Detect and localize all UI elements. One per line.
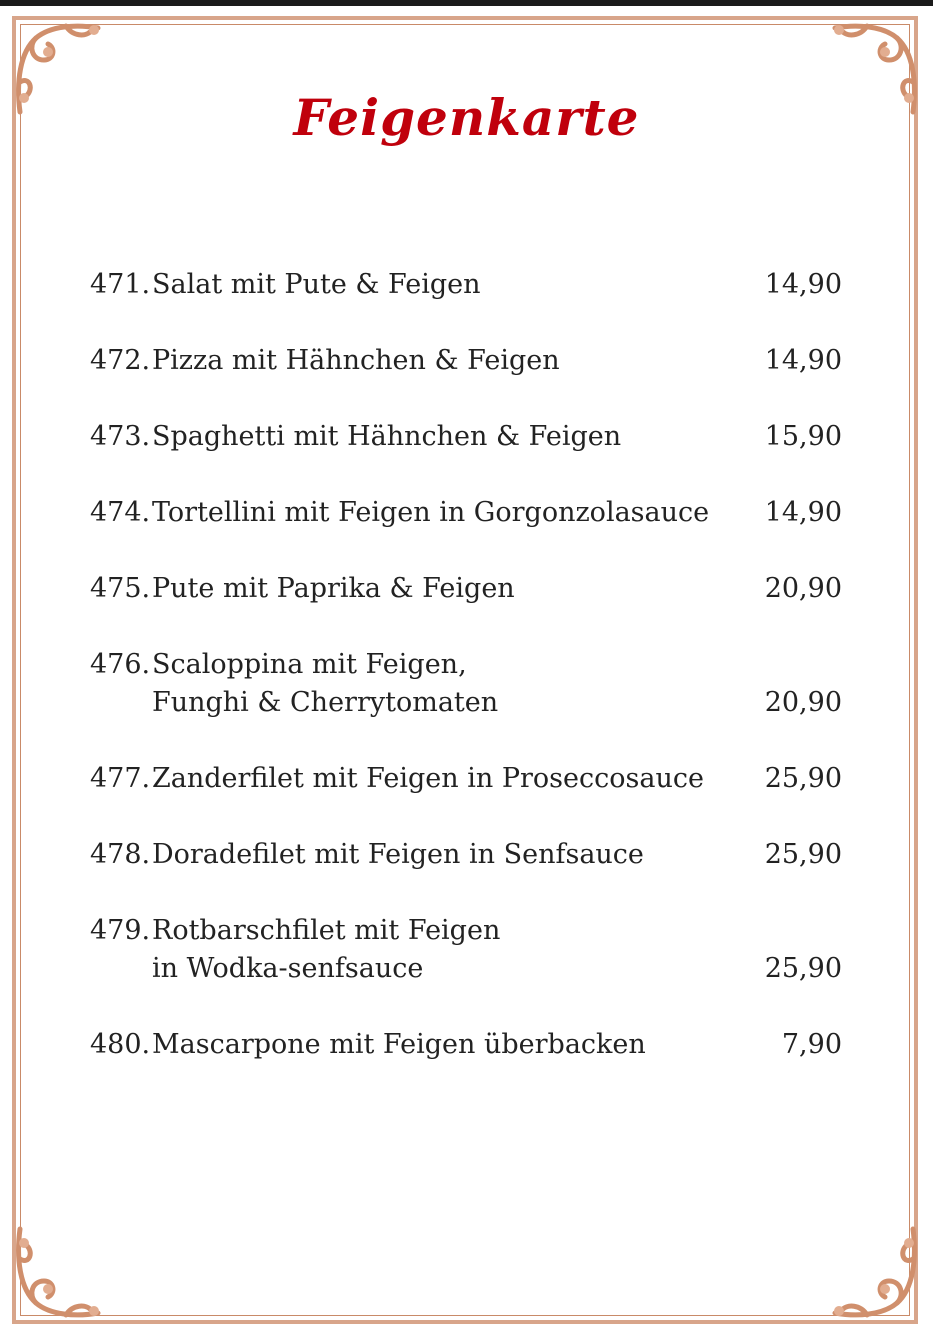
menu-item — [90, 760, 850, 798]
menu-item — [90, 646, 850, 722]
menu-item — [90, 912, 850, 988]
menu-item — [90, 570, 850, 608]
top-bar — [0, 0, 933, 6]
item-description — [152, 912, 752, 988]
item-price: 25,90 — [764, 839, 842, 870]
item-number: 478. — [90, 839, 151, 870]
item-number: 472. — [90, 345, 151, 376]
item-description — [152, 646, 752, 722]
item-description-line: Salat mit Pute & Feigen — [152, 269, 481, 300]
item-description-line: Doradefilet mit Feigen in Senfsauce — [152, 839, 644, 870]
item-description-line: Pute mit Paprika & Feigen — [152, 573, 515, 604]
item-description-line: Pizza mit Hähnchen & Feigen — [152, 345, 560, 376]
item-price: 20,90 — [764, 687, 842, 718]
item-number: 479. — [90, 915, 151, 946]
item-description-line: Scaloppina mit Feigen, — [152, 649, 467, 680]
item-number: 471. — [90, 269, 151, 300]
item-description — [152, 1026, 752, 1064]
item-description — [152, 342, 752, 380]
menu-item — [90, 494, 850, 532]
item-description — [152, 266, 752, 304]
menu-item — [90, 266, 850, 304]
item-price: 14,90 — [764, 345, 842, 376]
ornamental-corner-icon — [817, 1219, 927, 1329]
item-description-line: Spaghetti mit Hähnchen & Feigen — [152, 421, 622, 452]
item-description-line: Tortellini mit Feigen in Gorgonzolasauce — [152, 497, 710, 528]
item-price: 7,90 — [781, 1029, 842, 1060]
item-price: 15,90 — [764, 421, 842, 452]
menu-title: Feigenkarte — [293, 88, 640, 147]
item-number: 474. — [90, 497, 151, 528]
item-description — [152, 570, 752, 608]
item-description — [152, 836, 752, 874]
item-price: 14,90 — [764, 269, 842, 300]
menu-list — [90, 266, 850, 1102]
item-description — [152, 494, 752, 532]
item-number: 477. — [90, 763, 151, 794]
item-price: 14,90 — [764, 497, 842, 528]
menu-item — [90, 836, 850, 874]
menu-item — [90, 1026, 850, 1064]
menu-item — [90, 418, 850, 456]
item-description-line: Rotbarschfilet mit Feigen — [152, 915, 501, 946]
menu-item — [90, 342, 850, 380]
item-description-line: Funghi & Cherrytomaten — [152, 687, 499, 718]
item-number: 476. — [90, 649, 151, 680]
ornamental-corner-icon — [6, 1219, 116, 1329]
item-number: 473. — [90, 421, 151, 452]
item-description-line: in Wodka-senfsauce — [152, 953, 424, 984]
item-description — [152, 760, 752, 798]
item-number: 480. — [90, 1029, 151, 1060]
item-description-line: Mascarpone mit Feigen überbacken — [152, 1029, 646, 1060]
item-price: 20,90 — [764, 573, 842, 604]
item-description — [152, 418, 752, 456]
item-number: 475. — [90, 573, 151, 604]
item-price: 25,90 — [764, 953, 842, 984]
item-description-line: Zanderfilet mit Feigen in Proseccosauce — [152, 763, 704, 794]
item-price: 25,90 — [764, 763, 842, 794]
